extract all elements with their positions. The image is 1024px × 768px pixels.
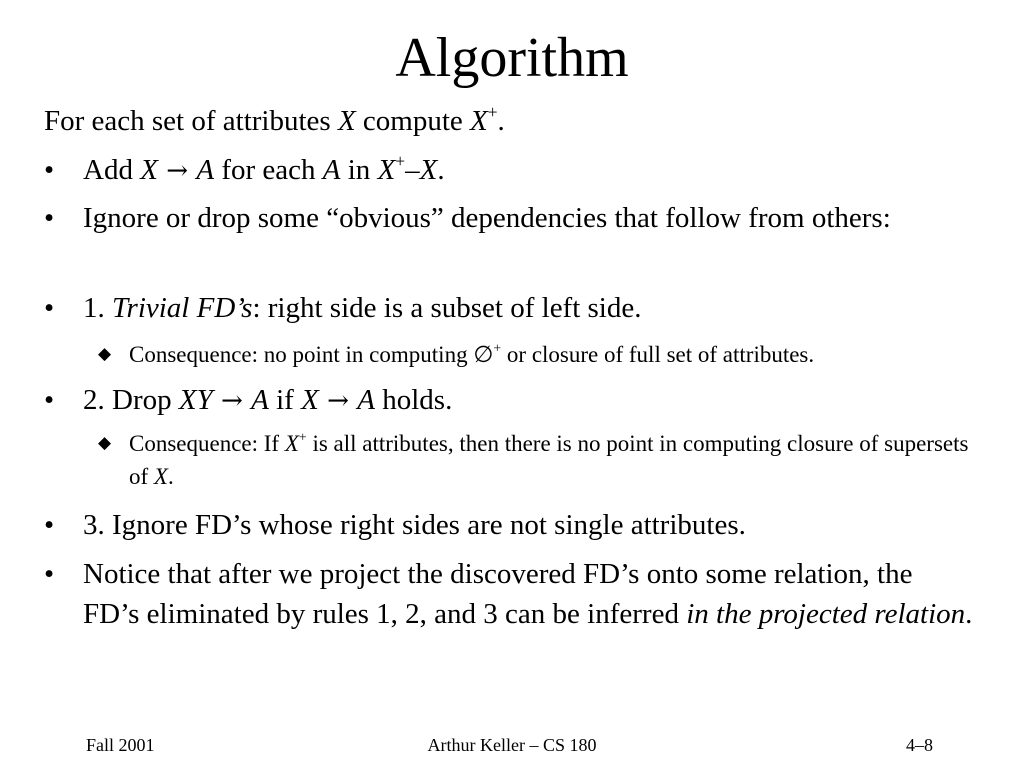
arrow-symbol: → xyxy=(157,156,197,186)
bullet-dot: • xyxy=(44,202,55,234)
arrow-symbol: → xyxy=(318,386,358,416)
subbullet-text xyxy=(98,338,978,371)
footer-author: Arthur Keller – CS 180 xyxy=(427,735,597,755)
text-run: . xyxy=(965,598,973,630)
superscript-plus: + xyxy=(395,150,406,171)
bullet-dot: • xyxy=(44,509,55,541)
bullet-dot: • xyxy=(44,292,55,324)
text-run: is all attributes, then there is no point in computing closure of supersets of xyxy=(129,431,969,489)
minus-symbol: – xyxy=(405,154,420,186)
intro-line xyxy=(44,101,984,141)
bullet-text xyxy=(44,288,974,328)
diamond-bullet-icon: ◆ xyxy=(98,344,112,364)
var: X xyxy=(140,154,158,186)
diamond-bullet-icon: ◆ xyxy=(98,433,112,453)
intro-superscript-plus: + xyxy=(487,101,498,122)
bullet-text xyxy=(44,380,974,421)
var: X xyxy=(284,431,299,456)
var: X xyxy=(419,154,438,186)
var: X xyxy=(301,384,319,416)
subbullet-text xyxy=(98,427,978,493)
intro-text: . xyxy=(497,105,505,137)
text-run: holds. xyxy=(374,384,453,416)
intro-var-x: X xyxy=(470,105,488,137)
text-run: . xyxy=(167,464,174,489)
text-run: in xyxy=(340,154,378,186)
slide-title: Algorithm xyxy=(395,27,629,89)
bullet-item xyxy=(44,150,974,191)
bullet-item xyxy=(44,554,974,634)
text-run: or closure of full set of attributes. xyxy=(501,342,815,367)
bullet-dot: • xyxy=(44,384,55,416)
text-run: 1. xyxy=(83,292,112,324)
superscript-plus: + xyxy=(493,340,502,356)
text-run: Consequence: no point in computing xyxy=(129,342,474,367)
text-run: if xyxy=(268,384,302,416)
intro-text: For each set of attributes xyxy=(44,105,338,137)
intro-var-x: X xyxy=(337,105,356,137)
text-run: Notice that after we project the discovered FD’s onto some relation, the FD’s eliminated by rules 1, 2, and 3 can be inferred xyxy=(83,558,913,630)
arrow-symbol: → xyxy=(212,386,252,416)
text-run: for each xyxy=(214,154,323,186)
superscript-plus: + xyxy=(298,429,307,445)
intro-text: compute xyxy=(355,105,471,137)
bullet-item xyxy=(44,505,974,545)
footer-page-number: 4–8 xyxy=(906,735,933,755)
var: A xyxy=(251,384,269,416)
emphasis-term: Trivial FD’s xyxy=(112,292,253,324)
emphasis-term: in the projected relation xyxy=(686,598,966,630)
bullet-text: 3. Ignore FD’s whose right sides are not single attributes. xyxy=(83,509,746,541)
text-run: 2. Drop xyxy=(83,384,179,416)
var: A xyxy=(322,154,341,186)
var: A xyxy=(357,384,375,416)
text-run: Add xyxy=(83,154,141,186)
var: XY xyxy=(178,384,213,416)
empty-set-symbol: ∅ xyxy=(473,342,494,367)
footer-date: Fall 2001 xyxy=(86,735,155,755)
var: X xyxy=(153,464,168,489)
bullet-item xyxy=(44,198,974,238)
bullet-dot: • xyxy=(44,154,55,186)
subbullet-item xyxy=(98,338,978,371)
bullet-item xyxy=(44,288,974,328)
var: A xyxy=(196,154,215,186)
bullet-text: Ignore or drop some “obvious” dependencies that follow from others: xyxy=(83,202,891,234)
var: X xyxy=(377,154,396,186)
bullet-dot: • xyxy=(44,558,55,590)
bullet-text xyxy=(44,150,974,191)
text-run: : right side is a subset of left side. xyxy=(252,292,642,324)
text-run: Consequence: If xyxy=(129,431,285,456)
bullet-item xyxy=(44,380,974,421)
text-run: . xyxy=(437,154,445,186)
subbullet-item xyxy=(98,427,978,493)
bullet-text xyxy=(44,554,974,634)
